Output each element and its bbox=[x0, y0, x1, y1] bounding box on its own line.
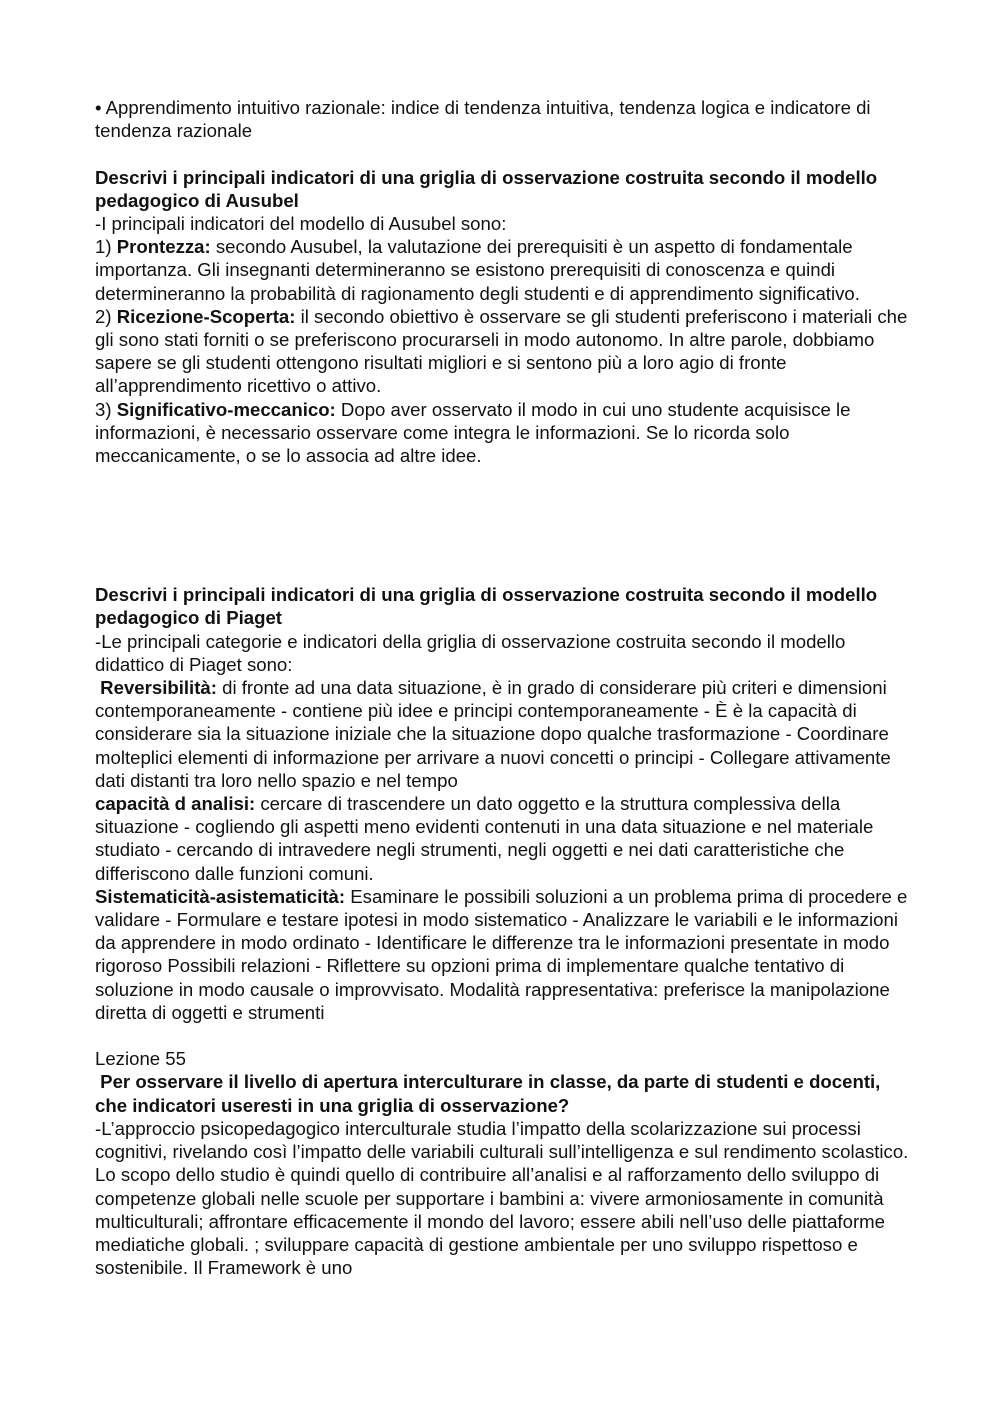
ausubel-question: Descrivi i principali indicatori di una griglia di osservazione costruita secondo il modello pedagogico di Ausubel bbox=[95, 166, 878, 211]
item-term: Significativo-meccanico: bbox=[116, 398, 336, 420]
item-text: Dopo aver osservato il modo in cui uno studente acquisisce le informazioni, è necessario osservare come integra le informazioni. Se lo ricorda solo meccanicamente, o se lo associa ad altre idee. bbox=[95, 398, 851, 467]
spacer bbox=[95, 142, 915, 165]
piaget-item-3 bbox=[95, 885, 915, 1024]
item-term: Prontezza: bbox=[116, 236, 211, 258]
item-prefix: 3) bbox=[95, 398, 117, 420]
piaget-question: Descrivi i principali indicatori di una griglia di osservazione costruita secondo il modello pedagogico di Piaget bbox=[95, 584, 878, 629]
item-text: cercare di trascendere un dato oggetto e la struttura complessiva della situazione - cogliendo gli aspetti meno evidenti contenuti in una data situazione e nel materiale studiato - cercando di intravedere negli strumenti, negli oggetti e nei dati caratteristiche che differiscono dalle funzioni comuni. bbox=[95, 793, 874, 884]
item-term: Ricezione-Scoperta: bbox=[116, 305, 296, 327]
intro-bullet-line: • Apprendimento intuitivo razionale: indice di tendenza intuitiva, tendenza logica e indicatore di tendenza razionale bbox=[95, 97, 871, 142]
piaget-item-1 bbox=[95, 676, 915, 792]
item-term: Reversibilità: bbox=[100, 677, 217, 699]
lesson-question: Per osservare il livello di apertura interculturare in classe, da parte di studenti e docenti, che indicatori useresti in una griglia di osservazione? bbox=[95, 1071, 886, 1116]
piaget-item-2 bbox=[95, 792, 915, 885]
piaget-answer-intro: -Le principali categorie e indicatori della griglia di osservazione costruita secondo il modello didattico di Piaget sono: bbox=[95, 630, 846, 675]
item-term: Sistematicità-asistematicità: bbox=[95, 885, 346, 907]
item-text: Esaminare le possibili soluzioni a un problema prima di procedere e validare - Formulare e testare ipotesi in modo sistematico - Analizzare le variabili e le informazioni da apprendere in modo ordinato - Identificare le differenze tra le informazioni presentate in modo rigoroso Possibili relazioni - Riflettere su opzioni prima di implementare qualche tentativo di soluzione in modo causale o improvvisato. Modalità rappresentativa: preferisce la manipolazione diretta di oggetti e strumenti bbox=[95, 885, 908, 1023]
item-text: di fronte ad una data situazione, è in grado di considerare più criteri e dimensioni contemporaneamente - contiene più idee e principi contemporaneamente - È è la capacità di considerare sia la situazione iniziale che la situazione dopo qualche trasformazione - Coordinare molteplici elementi di informazione per arrivare a nuovi concetti o principi - Collegare attivamente dati distanti tra loro nello spazio e nel tempo bbox=[95, 677, 891, 791]
spacer bbox=[95, 1024, 915, 1047]
lesson-answer: -L’approccio psicopedagogico interculturale studia l’impatto della scolarizzazione sui processi cognitivi, rivelando così l’impatto delle variabili culturali sull’intelligenza e sul rendimento scolastico. Lo scopo dello studio è quindi quello di contribuire all’analisi e al rafforzamento dello sviluppo di competenze globali nelle scuole per supportare i bambini a: vivere armoniosamente in comunità multiculturali; affrontare efficacemente il mondo del lavoro; essere abili nell’uso delle piattaforme mediatiche globali. ; sviluppare capacità di gestione ambientale per uno sviluppo rispettoso e sostenibile. Il Framework è uno bbox=[95, 1117, 909, 1279]
item-prefix: 1) bbox=[95, 236, 117, 258]
ausubel-item-3 bbox=[95, 398, 915, 468]
item-text: secondo Ausubel, la valutazione dei prerequisiti è un aspetto di fondamentale importanza. Gli insegnanti determineranno se esistono prerequisiti di conoscenza e quindi determineranno la probabilità di ragionamento degli studenti e di apprendimento significativo. bbox=[95, 236, 860, 304]
spacer bbox=[95, 467, 915, 583]
document-page bbox=[95, 96, 915, 1279]
ausubel-item-1 bbox=[95, 235, 915, 305]
ausubel-item-2 bbox=[95, 305, 915, 398]
ausubel-answer-intro: -I principali indicatori del modello di Ausubel sono: bbox=[95, 213, 507, 234]
item-prefix: 2) bbox=[95, 305, 117, 327]
item-term: capacità d analisi: bbox=[95, 793, 256, 815]
item-text: il secondo obiettivo è osservare se gli studenti preferiscono i materiali che gli sono stati forniti o se preferiscono procurarseli in modo autonomo. In altre parole, dobbiamo sapere se gli studenti ottengono risultati migliori e si sentono più a loro agio di fronte all’apprendimento ricettivo o attivo. bbox=[95, 305, 908, 397]
lesson-label: Lezione 55 bbox=[95, 1048, 186, 1070]
